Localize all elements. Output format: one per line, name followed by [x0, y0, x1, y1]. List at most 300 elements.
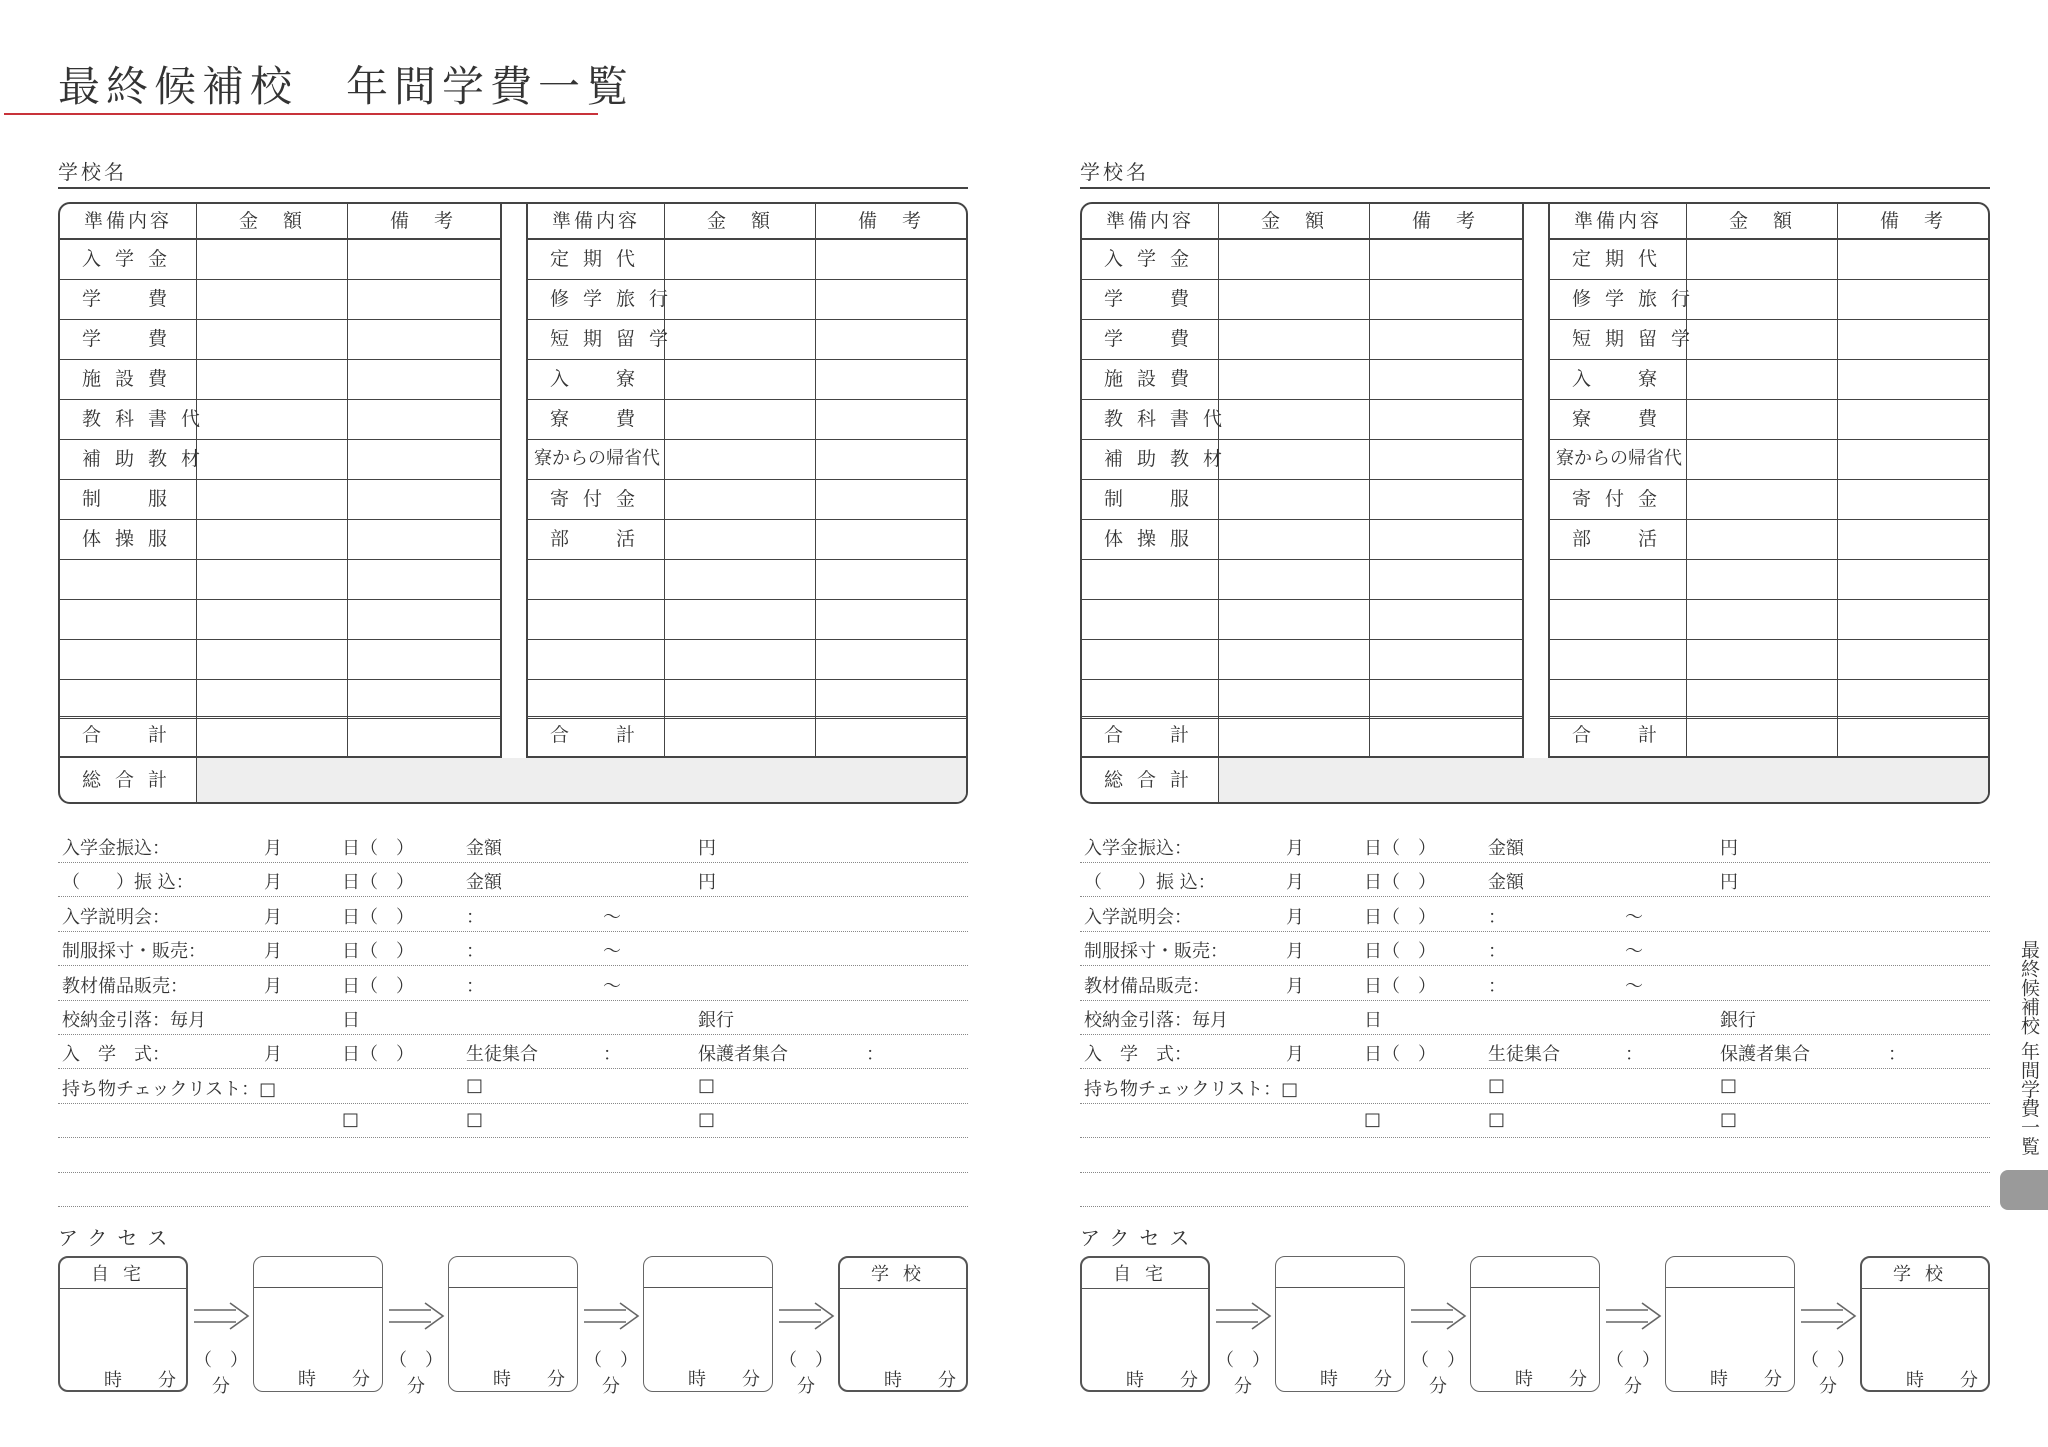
- schedule-row[interactable]: [58, 828, 968, 863]
- schedule-label: 校納金引落：毎月: [1084, 1010, 1228, 1031]
- schedule-month: 月: [1286, 1044, 1304, 1066]
- fee-item-label: 入学金: [82, 248, 182, 270]
- schedule-row[interactable]: [1080, 1069, 1990, 1104]
- fee-note-cell[interactable]: [1838, 640, 1988, 678]
- fee-note-cell[interactable]: [816, 680, 966, 718]
- schedule-day: 日（ ）: [1364, 872, 1436, 894]
- fee-item-label: 定期代: [1572, 248, 1672, 270]
- access-stop-box[interactable]: [643, 1256, 773, 1392]
- grand-total-row: [1082, 758, 1988, 802]
- fee-amount-cell[interactable]: [1219, 280, 1369, 318]
- travel-minute-label: 分: [602, 1376, 620, 1397]
- fee-amount-cell[interactable]: [1687, 320, 1837, 358]
- fee-item-label: 制 服: [82, 488, 182, 510]
- schedule-c1: □: [1488, 1109, 1506, 1131]
- fee-note-cell[interactable]: [816, 600, 966, 638]
- fee-amount-cell[interactable]: [665, 280, 815, 318]
- school-sheet-2: [1080, 0, 1990, 1447]
- minute-label: 分: [158, 1370, 176, 1391]
- schedule-day: 日（ ）: [342, 1044, 414, 1066]
- fee-note-cell[interactable]: [1838, 440, 1988, 478]
- schedule-c3: 銀行: [698, 1010, 734, 1031]
- box-header-rule: [1666, 1287, 1794, 1288]
- fee-note-cell[interactable]: [1838, 320, 1988, 358]
- hour-label: 時: [298, 1369, 316, 1390]
- access-home-box[interactable]: [58, 1256, 188, 1392]
- fee-amount-cell[interactable]: [665, 440, 815, 478]
- fee-item-label: 寮 費: [550, 408, 650, 430]
- fee-note-cell[interactable]: [816, 360, 966, 398]
- header-note: 備 考: [389, 210, 456, 232]
- header-item: 準備内容: [551, 210, 640, 232]
- fee-amount-cell[interactable]: [197, 520, 347, 558]
- fee-amount-cell[interactable]: [665, 640, 815, 678]
- box-header-rule: [1082, 1288, 1208, 1289]
- fee-note-cell[interactable]: [348, 320, 498, 358]
- access-stop-box[interactable]: [253, 1256, 383, 1392]
- access-stop-box[interactable]: [1665, 1256, 1795, 1392]
- hour-label: 時: [1710, 1369, 1728, 1390]
- fee-note-cell[interactable]: [1838, 280, 1988, 318]
- schedule-month: 月: [264, 838, 282, 859]
- access-label: アクセス: [1080, 1226, 1200, 1250]
- fee-note-cell[interactable]: [1370, 480, 1520, 518]
- fee-note-cell[interactable]: [1370, 240, 1520, 278]
- fee-amount-cell[interactable]: [1219, 520, 1369, 558]
- schedule-row[interactable]: [58, 1069, 968, 1104]
- fee-amount-cell[interactable]: [665, 520, 815, 558]
- fee-item-label: 短期留学: [1572, 328, 1705, 350]
- fee-note-cell[interactable]: [816, 560, 966, 598]
- fee-amount-cell[interactable]: [197, 240, 347, 278]
- travel-paren[interactable]: （ ）: [584, 1350, 638, 1371]
- fee-note-cell[interactable]: [1838, 360, 1988, 398]
- fee-item-label: 修学旅行: [1572, 288, 1705, 310]
- schedule-month: 月: [264, 872, 282, 894]
- schedule-row[interactable]: [58, 1172, 968, 1207]
- fee-amount-cell[interactable]: [197, 440, 347, 478]
- school-name-label: 学校名: [1080, 160, 1149, 184]
- schedule-c1: ：: [466, 941, 484, 963]
- fee-amount-cell[interactable]: [1219, 640, 1369, 678]
- grand-total-label: 総合計: [1104, 769, 1204, 791]
- school-sheet-1: [58, 0, 968, 1447]
- fee-note-cell[interactable]: [1370, 360, 1520, 398]
- schedule-row[interactable]: [58, 897, 968, 932]
- fee-amount-cell[interactable]: [1219, 680, 1369, 718]
- fee-note-cell[interactable]: [348, 280, 498, 318]
- travel-minute-label: 分: [407, 1376, 425, 1397]
- schedule-row[interactable]: [1080, 931, 1990, 966]
- fee-table-right: [526, 204, 968, 758]
- subtotal-rule: [1082, 716, 1522, 719]
- schedule-day: 日（ ）: [342, 941, 414, 963]
- hour-label: 時: [104, 1370, 122, 1391]
- schedule-row[interactable]: [58, 966, 968, 1001]
- travel-minute-label: 分: [212, 1376, 230, 1397]
- travel-minute-label: 分: [797, 1376, 815, 1397]
- fee-amount-cell[interactable]: [1219, 360, 1369, 398]
- school-name-field[interactable]: [58, 187, 968, 189]
- fee-amount-cell[interactable]: [1687, 480, 1837, 518]
- fee-note-cell[interactable]: [816, 640, 966, 678]
- schedule-row[interactable]: [58, 931, 968, 966]
- box-header-rule: [840, 1288, 966, 1289]
- fee-note-cell[interactable]: [1838, 400, 1988, 438]
- schedule-c3: 保護者集合: [698, 1044, 788, 1066]
- grand-total-row: [60, 758, 966, 802]
- fee-item-label: 入 寮: [550, 368, 650, 390]
- schedule-row[interactable]: [1080, 862, 1990, 897]
- schedule-row[interactable]: [1080, 1000, 1990, 1035]
- fee-item-label: 定期代: [550, 248, 650, 270]
- schedule-day: 日: [342, 1010, 360, 1031]
- fee-amount-cell[interactable]: [1219, 600, 1369, 638]
- fee-note-cell[interactable]: [348, 400, 498, 438]
- schedule-c2: ～: [603, 941, 621, 963]
- fee-table-left: [60, 204, 502, 758]
- fee-item-label: 修学旅行: [550, 288, 683, 310]
- schedule-c3: □: [698, 1109, 716, 1131]
- fee-item-label: 部 活: [550, 528, 650, 550]
- fee-note-cell[interactable]: [1370, 520, 1520, 558]
- box-header-rule: [644, 1287, 772, 1288]
- schedule-label: 入学説明会：: [1084, 906, 1192, 928]
- access-home-box[interactable]: [1080, 1256, 1210, 1392]
- fee-amount-cell[interactable]: [197, 600, 347, 638]
- fee-item-label: 部 活: [1572, 528, 1672, 550]
- fee-amount-cell[interactable]: [1687, 240, 1837, 278]
- schedule-day: 日（ ）: [1364, 906, 1436, 928]
- minute-label: 分: [352, 1369, 370, 1390]
- fee-note-cell[interactable]: [816, 280, 966, 318]
- fee-item-label: 学 費: [1104, 328, 1204, 350]
- box-header-rule: [1471, 1287, 1599, 1288]
- schedule-label: （ ）振 込：: [62, 872, 194, 894]
- fee-note-cell[interactable]: [348, 600, 498, 638]
- fee-amount-cell[interactable]: [197, 320, 347, 358]
- schedule-label: 入学説明会：: [62, 906, 170, 928]
- fee-item-label: 教科書代: [1104, 408, 1237, 430]
- home-label: 自宅: [91, 1264, 155, 1285]
- header-note: 備 考: [1411, 210, 1478, 232]
- schedule-c2: ：: [1625, 1044, 1643, 1066]
- minute-label: 分: [1569, 1369, 1587, 1390]
- hour-label: 時: [1906, 1370, 1924, 1391]
- schedule-label: 入 学 式：: [62, 1044, 170, 1066]
- schedule-label: 持ち物チェックリスト：□: [1084, 1078, 1299, 1100]
- fee-item-label: 施設費: [1104, 368, 1204, 390]
- fee-note-cell[interactable]: [1370, 440, 1520, 478]
- schedule-day: 日（ ）: [1364, 975, 1436, 997]
- hour-label: 時: [1320, 1369, 1338, 1390]
- schedule-row[interactable]: [1080, 897, 1990, 932]
- schedule-row[interactable]: [58, 1103, 968, 1138]
- fee-note-cell[interactable]: [816, 440, 966, 478]
- subtotal-label: 合 計: [82, 724, 182, 746]
- school-label: 学校: [871, 1264, 935, 1285]
- fee-note-cell[interactable]: [348, 680, 498, 718]
- schedule-month: 月: [1286, 838, 1304, 859]
- grand-total-label: 総合計: [82, 769, 182, 791]
- double-arrow-icon: [192, 1300, 252, 1332]
- double-arrow-icon: [777, 1300, 837, 1332]
- schedule-label: 入学金振込：: [62, 838, 170, 859]
- header-note: 備 考: [1879, 210, 1946, 232]
- schedule-c3: □: [1720, 1109, 1738, 1131]
- fee-note-cell[interactable]: [348, 480, 498, 518]
- fee-amount-cell[interactable]: [197, 280, 347, 318]
- schedule-row[interactable]: [58, 1138, 968, 1173]
- schedule-day: 日（ ）: [342, 872, 414, 894]
- home-label: 自宅: [1113, 1264, 1177, 1285]
- fee-amount-cell[interactable]: [1687, 680, 1837, 718]
- travel-minute-label: 分: [1624, 1376, 1642, 1397]
- schedule-day: 日（ ）: [342, 838, 414, 859]
- fee-note-cell[interactable]: [1370, 680, 1520, 718]
- schedule-row[interactable]: [1080, 966, 1990, 1001]
- schedule-c1: □: [1488, 1074, 1506, 1096]
- fee-note-cell[interactable]: [1370, 280, 1520, 318]
- fee-item-label: 短期留学: [550, 328, 683, 350]
- fee-amount-cell[interactable]: [1687, 280, 1837, 318]
- hour-label: 時: [1515, 1369, 1533, 1390]
- schedule-month: 月: [1286, 941, 1304, 963]
- schedule-c1: 金額: [466, 872, 502, 894]
- minute-label: 分: [547, 1369, 565, 1390]
- page-title: 最終候補校 年間学費一覧: [58, 62, 635, 111]
- grand-total-field[interactable]: [1219, 758, 1988, 802]
- schedule-c4: ：: [866, 1044, 884, 1066]
- fee-note-cell[interactable]: [348, 360, 498, 398]
- side-index-tab[interactable]: 最終候補校 年間学費一覧: [2018, 940, 2040, 1156]
- schedule-c2: ～: [603, 906, 621, 928]
- fee-item-label: 寮 費: [1572, 408, 1672, 430]
- schedule-month: 月: [1286, 872, 1304, 894]
- access-stop-box[interactable]: [1275, 1256, 1405, 1392]
- fee-amount-cell[interactable]: [665, 560, 815, 598]
- fee-amount-cell[interactable]: [1687, 560, 1837, 598]
- schedule-month: 月: [1286, 906, 1304, 928]
- access-school-box[interactable]: [838, 1256, 968, 1392]
- fee-item-label: 寄付金: [1572, 488, 1672, 510]
- fee-amount-cell[interactable]: [1687, 400, 1837, 438]
- fee-note-cell[interactable]: [816, 240, 966, 278]
- minute-label: 分: [1960, 1370, 1978, 1391]
- schedule-row[interactable]: [1080, 1034, 1990, 1069]
- fee-amount-cell[interactable]: [197, 680, 347, 718]
- fee-amount-cell[interactable]: [665, 480, 815, 518]
- schedule-month: 月: [264, 941, 282, 963]
- fee-item-label: 体操服: [82, 528, 182, 550]
- access-school-box[interactable]: [1860, 1256, 1990, 1392]
- fee-amount-cell[interactable]: [1219, 240, 1369, 278]
- fee-amount-cell[interactable]: [1687, 600, 1837, 638]
- schedule-label: （ ）振 込：: [1084, 872, 1216, 894]
- schedule-c2: ：: [603, 1044, 621, 1066]
- fee-amount-cell[interactable]: [1219, 480, 1369, 518]
- schedule-row[interactable]: [1080, 828, 1990, 863]
- double-arrow-icon: [582, 1300, 642, 1332]
- fee-amount-cell[interactable]: [1219, 440, 1369, 478]
- minute-label: 分: [1764, 1369, 1782, 1390]
- fee-amount-cell[interactable]: [1687, 520, 1837, 558]
- fee-note-cell[interactable]: [348, 520, 498, 558]
- fee-note-cell[interactable]: [1370, 600, 1520, 638]
- fee-amount-cell[interactable]: [197, 560, 347, 598]
- fee-item-label: 学 費: [1104, 288, 1204, 310]
- fee-note-cell[interactable]: [1838, 600, 1988, 638]
- travel-paren[interactable]: （ ）: [779, 1350, 833, 1371]
- schedule-day: 日（ ）: [1364, 941, 1436, 963]
- schedule-label: 入 学 式：: [1084, 1044, 1192, 1066]
- schedule-c1: ：: [1488, 906, 1506, 928]
- side-index-marker[interactable]: [2000, 1170, 2048, 1210]
- schedule-row[interactable]: [1080, 1138, 1990, 1173]
- fee-amount-cell[interactable]: [197, 360, 347, 398]
- schedule-day: 日（ ）: [342, 975, 414, 997]
- subtotal-rule: [60, 716, 500, 719]
- schedule-label: 入学金振込：: [1084, 838, 1192, 859]
- schedule-c1: 生徒集合: [466, 1044, 538, 1066]
- fee-note-cell[interactable]: [348, 560, 498, 598]
- schedule-c1: 金額: [1488, 838, 1524, 859]
- schedule-month: 月: [264, 906, 282, 928]
- schedule-c1: □: [466, 1109, 484, 1131]
- fee-note-cell[interactable]: [1838, 560, 1988, 598]
- fee-note-cell[interactable]: [1838, 480, 1988, 518]
- fee-note-cell[interactable]: [816, 400, 966, 438]
- fee-note-cell[interactable]: [1370, 320, 1520, 358]
- fee-amount-cell[interactable]: [1687, 440, 1837, 478]
- fee-item-label: 寮からの帰省代: [534, 448, 660, 469]
- schedule-c4: ：: [1888, 1044, 1906, 1066]
- schedule-day: □: [342, 1109, 360, 1131]
- fee-amount-cell[interactable]: [197, 640, 347, 678]
- fee-amount-cell[interactable]: [665, 600, 815, 638]
- fee-table: [1080, 202, 1990, 804]
- fee-note-cell[interactable]: [348, 640, 498, 678]
- school-name-label: 学校名: [58, 160, 127, 184]
- header-item: 準備内容: [1573, 210, 1662, 232]
- schedule-c1: □: [466, 1074, 484, 1096]
- travel-paren[interactable]: （ ）: [194, 1350, 248, 1371]
- travel-minute-label: 分: [1429, 1376, 1447, 1397]
- schedule-c3: 円: [698, 838, 716, 859]
- fee-note-cell[interactable]: [1838, 240, 1988, 278]
- fee-amount-cell[interactable]: [665, 400, 815, 438]
- schedule-label: 持ち物チェックリスト：□: [62, 1078, 277, 1100]
- minute-label: 分: [938, 1370, 956, 1391]
- schedule-row[interactable]: [58, 862, 968, 897]
- fee-amount-cell[interactable]: [1687, 360, 1837, 398]
- double-arrow-icon: [387, 1300, 447, 1332]
- subtotal-label: 合 計: [1104, 724, 1204, 746]
- minute-label: 分: [1180, 1370, 1198, 1391]
- fee-amount-cell[interactable]: [197, 400, 347, 438]
- schedule-c3: 円: [1720, 872, 1738, 894]
- fee-table-right: [1548, 204, 1990, 758]
- fee-note-cell[interactable]: [348, 440, 498, 478]
- fee-note-cell[interactable]: [1370, 560, 1520, 598]
- subtotal-label: 合 計: [550, 724, 650, 746]
- schedule-c1: 金額: [466, 838, 502, 859]
- schedule-c1: ：: [466, 906, 484, 928]
- travel-paren[interactable]: （ ）: [1411, 1350, 1465, 1371]
- fee-note-cell[interactable]: [1838, 680, 1988, 718]
- access-stop-box[interactable]: [1470, 1256, 1600, 1392]
- hour-label: 時: [1126, 1370, 1144, 1391]
- schedule-c3: □: [1720, 1074, 1738, 1096]
- travel-paren[interactable]: （ ）: [389, 1350, 443, 1371]
- fee-note-cell[interactable]: [1370, 640, 1520, 678]
- fee-note-cell[interactable]: [816, 320, 966, 358]
- fee-note-cell[interactable]: [348, 240, 498, 278]
- fee-amount-cell[interactable]: [197, 480, 347, 518]
- double-arrow-icon: [1799, 1300, 1859, 1332]
- travel-minute-label: 分: [1819, 1376, 1837, 1397]
- fee-amount-cell[interactable]: [1219, 560, 1369, 598]
- minute-label: 分: [1374, 1369, 1392, 1390]
- fee-item-label: 学 費: [82, 288, 182, 310]
- schedule-row[interactable]: [1080, 1103, 1990, 1138]
- school-name-field[interactable]: [1080, 187, 1990, 189]
- fee-amount-cell[interactable]: [665, 680, 815, 718]
- schedule-month: 月: [264, 975, 282, 997]
- travel-paren[interactable]: （ ）: [1801, 1350, 1855, 1371]
- schedule-c1: ：: [1488, 941, 1506, 963]
- box-header-rule: [449, 1287, 577, 1288]
- box-header-rule: [1276, 1287, 1404, 1288]
- hour-label: 時: [688, 1369, 706, 1390]
- fee-item-label: 補助教材: [82, 448, 215, 470]
- header-note: 備 考: [857, 210, 924, 232]
- fee-item-label: 教科書代: [82, 408, 215, 430]
- schedule-label: 教材備品販売：: [62, 975, 188, 997]
- fee-amount-cell[interactable]: [665, 320, 815, 358]
- fee-amount-cell[interactable]: [1219, 400, 1369, 438]
- schedule-c3: 銀行: [1720, 1010, 1756, 1031]
- fee-amount-cell[interactable]: [665, 360, 815, 398]
- fee-note-cell[interactable]: [1838, 520, 1988, 558]
- schedule-label: 教材備品販売：: [1084, 975, 1210, 997]
- schedule-c2: ～: [1625, 975, 1643, 997]
- travel-paren[interactable]: （ ）: [1606, 1350, 1660, 1371]
- subtotal-rule: [528, 716, 968, 719]
- fee-note-cell[interactable]: [816, 480, 966, 518]
- schedule-c2: ～: [603, 975, 621, 997]
- schedule-c1: 生徒集合: [1488, 1044, 1560, 1066]
- header-amount: 金 額: [706, 210, 773, 232]
- schedule-day: 日（ ）: [1364, 1044, 1436, 1066]
- schedule-c2: ～: [1625, 941, 1643, 963]
- schedule-row[interactable]: [58, 1000, 968, 1035]
- header-amount: 金 額: [238, 210, 305, 232]
- fee-amount-cell[interactable]: [1687, 640, 1837, 678]
- box-header-rule: [60, 1288, 186, 1289]
- fee-amount-cell[interactable]: [1219, 320, 1369, 358]
- fee-amount-cell[interactable]: [665, 240, 815, 278]
- grand-total-field[interactable]: [197, 758, 966, 802]
- box-header-rule: [254, 1287, 382, 1288]
- header-amount: 金 額: [1728, 210, 1795, 232]
- travel-paren[interactable]: （ ）: [1216, 1350, 1270, 1371]
- schedule-row[interactable]: [58, 1034, 968, 1069]
- access-stop-box[interactable]: [448, 1256, 578, 1392]
- fee-note-cell[interactable]: [816, 520, 966, 558]
- schedule-row[interactable]: [1080, 1172, 1990, 1207]
- fee-note-cell[interactable]: [1370, 400, 1520, 438]
